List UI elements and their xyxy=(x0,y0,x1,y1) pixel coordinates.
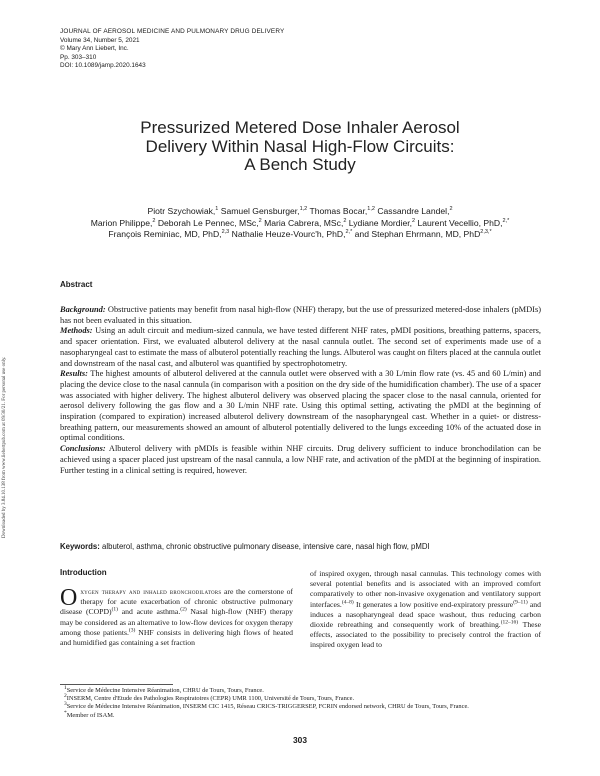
author xyxy=(349,218,415,228)
author xyxy=(147,206,218,216)
footnote-text: Service de Médecine Intensive Réanimation, CHRU de Tours, Tours, France. xyxy=(66,687,264,694)
abstract-heading: Abstract xyxy=(60,280,93,289)
author-name: and Stephan Ehrmann, MD, PhD xyxy=(354,229,481,239)
intro-left-column: Oxygen therapy and inhaled bronchodilators are the cornerstone of therapy for acute exacerbation of chronic obstructive pulmonary disease (COPD)$^{(1)}$ and acute asthma.$^{(2)}$ Nasal high-flow (NHF) therapy may be considered as an alternative to low-flow devices for oxygen therapy among those patients.$^{(3)}$ NHF consists in delivering high flows of heated and humidified gas containing a set fraction xyxy=(60,585,294,648)
drop-cap: O xyxy=(60,585,78,611)
author-name: Samuel Gensburger, xyxy=(220,206,300,216)
footnote-mark: 2 xyxy=(64,693,67,700)
author-line xyxy=(50,206,550,218)
author-list xyxy=(50,206,550,241)
download-notice-text: Downloaded by 3.84.10.138 from www.liebertpub.com at 09/30/21. For personal use only. xyxy=(2,356,7,538)
author xyxy=(158,218,262,228)
journal-volume: Volume 34, Number 5, 2021 xyxy=(60,36,140,44)
author-affiliation-mark: 2 xyxy=(152,217,156,224)
author xyxy=(264,218,346,228)
author-affiliation-mark: 2 xyxy=(412,217,416,224)
page-range: Pp. 303–310 xyxy=(60,53,97,61)
author-name: Piotr Szychowiak, xyxy=(147,206,216,216)
author-affiliation-mark: 1,2 xyxy=(367,206,375,213)
author-affiliation-mark: 2 xyxy=(449,206,453,213)
footnote-mark: 3 xyxy=(64,701,67,708)
introduction-heading: Introduction xyxy=(60,568,107,577)
author-name: François Reminiac, MD, PhD, xyxy=(108,229,222,239)
author-affiliation-mark: 1,2 xyxy=(299,206,308,213)
author-name: Maria Cabrera, MSc, xyxy=(264,217,344,228)
footnote-divider xyxy=(60,684,173,685)
page-number: 303 xyxy=(293,735,307,745)
author xyxy=(91,218,156,228)
author-affiliation-mark: 2 xyxy=(258,217,262,224)
footnote-mark: 1 xyxy=(64,684,67,691)
author-name: Laurent Vecellio, PhD, xyxy=(417,217,503,228)
footnote-text: Service de Médecine Intensive Réanimation, INSERM CIC 1415, Réseau CRICS-TRIGGERSEP, FCRIN endorsed network, CHRU de Tours, Tours, France. xyxy=(66,703,469,711)
download-side-note xyxy=(2,248,12,548)
footnote xyxy=(64,709,541,720)
journal-header xyxy=(60,28,460,71)
abstract-conclusions: Conclusions: Albuterol delivery with pMDIs is feasible within NHF circuits. Drug delivery sufficient to induce bronchodilation can be achieved using a spacer placed just upstream of the nasal cannula, a low NHF rate, and activation of the pMDI at the beginning of inspiration. Further testing in a clinical setting is required, however. xyxy=(60,444,541,475)
author-affiliation-mark: 1 xyxy=(215,206,219,213)
abstract-results: Results: The highest amounts of albuterol delivered at the cannula outlet were observed with a 30 L/min flow rate (vs. 45 and 60 L/min) and placing the device close to the nasal cannula (in comparison with a position on the dry side of the humidification chamber). The use of a spacer was associated with higher delivery. The highest albuterol delivery was observed placing the spacer close to the nasal cannula, oriented for aerosol delivery following the gas flow and a 30 L/min NHF rate. Using this optimal setting, activating the pMDI at the beginning of inspiration (compared to expiration) increased albuterol delivery downstream of the nasopharyngeal cast. Whether in a quiet- or distress-breathing pattern, our measurements showed an amount of albuterol potentially delivered to the lungs exceeding 10% of the actuated dose in optimal conditions. xyxy=(60,369,541,443)
journal-name: JOURNAL OF AEROSOL MEDICINE AND PULMONARY DRUG DELIVERY xyxy=(60,28,285,35)
author-affiliation-mark: 2,* xyxy=(345,229,353,236)
intro-right-column: of inspired oxygen, through nasal cannulas. This technology comes with several potential benefits and is associated with an improved comfort comparatively to other non-invasive oxygenation and ventilatory support interfaces.$^{(4-8)}$ It generates a low positive end-expiratory pressure$^{(9-11)}$ and induces a nasopharyngeal dead space washout, thus reducing carbon dioxide rebreathing and consequently work of breathing.$^{(12-16)}$ These effects, associated to the possibility to precisely control the fraction of inspired oxygen lead to xyxy=(310,569,541,650)
keywords xyxy=(60,542,541,551)
author xyxy=(221,206,307,216)
author-line xyxy=(50,218,550,230)
author xyxy=(377,206,452,216)
author-name: Cassandre Landel, xyxy=(377,206,450,216)
author xyxy=(355,229,492,239)
footnote-text: INSERM, Centre d'Etude des Pathologies Respiratoires (CEPR) UMR 1100, Université de Tours, Tours, France. xyxy=(66,695,355,703)
article-title xyxy=(60,119,540,175)
author-name: Deborah Le Pennec, MSc, xyxy=(157,217,259,228)
author xyxy=(232,229,353,239)
keywords-text: albuterol, asthma, chronic obstructive pulmonary disease, intensive care, nasal high flow, pMDI xyxy=(99,542,430,551)
author-affiliation-mark: 2,3,* xyxy=(480,229,492,236)
footnote xyxy=(64,701,541,711)
author-affiliation-mark: 2,3 xyxy=(221,229,230,236)
author-name: Lydiane Mordier, xyxy=(348,217,413,228)
author-affiliation-mark: 2 xyxy=(343,217,347,224)
keywords-label: Keywords: xyxy=(60,542,100,551)
title-line-3: A Bench Study xyxy=(244,155,356,174)
abstract-background: Background: Obstructive patients may benefit from nasal high-flow (NHF) therapy, but the use of pressurized metered-dose inhalers (pMDIs) has not been evaluated in this situation. xyxy=(60,305,541,325)
footnote xyxy=(64,684,541,695)
author-name: Thomas Bocar, xyxy=(309,206,368,216)
author xyxy=(417,218,509,228)
affiliation-footnotes xyxy=(60,684,541,720)
footnote-mark: * xyxy=(64,709,67,716)
author-affiliation-mark: 2,* xyxy=(502,217,510,224)
title-line-2: Delivery Within Nasal High-Flow Circuits: xyxy=(145,136,455,156)
author xyxy=(108,229,229,239)
abstract-methods: Methods: Using an adult circuit and medium-sized cannula, we have tested different NHF rates, pMDI positions, breathing patterns, spacers, and spacer orientation. First, we evaluated albuterol delivery at the nasal cannula outlet. The second set of experiments made use of a nasopharyngeal cast to estimate the mass of albuterol potentially reaching the lungs. Albuterol was caught on filters placed at the cannula outlet and downstream of the nasal cast, and albuterol was quantified by spectrophotometry. xyxy=(60,326,541,368)
title-line-1: Pressurized Metered Dose Inhaler Aerosol xyxy=(140,118,460,137)
author xyxy=(309,206,374,216)
footnote-text: Member of ISAM. xyxy=(66,711,115,719)
abstract-body xyxy=(60,305,541,476)
author-line xyxy=(50,229,550,241)
copyright-line: © Mary Ann Liebert, Inc. xyxy=(60,45,129,52)
author-name: Marion Philippe, xyxy=(90,217,153,228)
author-name: Nathalie Heuze-Vourc'h, PhD, xyxy=(231,229,346,239)
doi: DOI: 10.1089/jamp.2020.1643 xyxy=(60,62,146,69)
